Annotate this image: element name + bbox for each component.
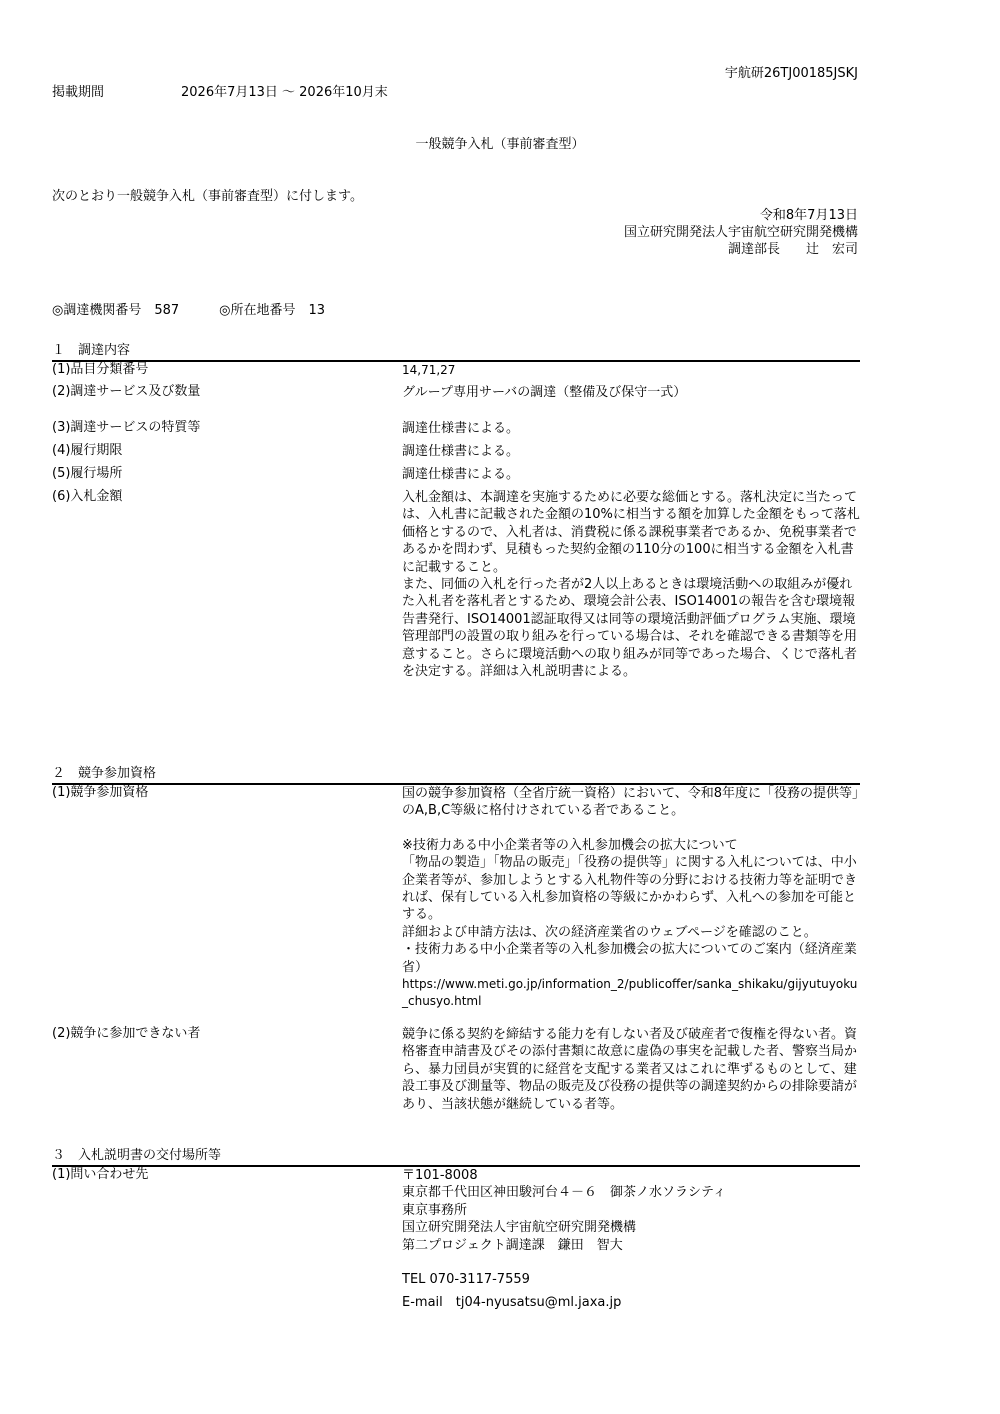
- section-3-heading: [52, 1148, 860, 1167]
- row-value-eligibility: [402, 785, 860, 1010]
- row-label-bid-amount: (6)入札金額: [52, 489, 123, 504]
- row-value-delivery-place: 調達仕様書による。: [402, 467, 520, 482]
- meti-link[interactable]: https://www.meti.go.jp/information_2/publicoffer/sanka_shikaku/gijyutuyoku_chusyo.html: [402, 977, 858, 1009]
- contact-office: 東京事務所: [402, 1202, 468, 1218]
- contact-email[interactable]: E-mail tj04-nyusatsu@ml.jaxa.jp: [402, 1295, 622, 1311]
- posting-period-label: 掲載期間: [52, 85, 105, 100]
- contact-address: 東京都千代田区神田駿河台４－６ 御茶ノ水ソラシティ: [402, 1185, 726, 1201]
- posting-period-value: 2026年7月13日 ～ 2026年10月末: [181, 85, 388, 100]
- sme-note-link-title: ・技術力ある中小企業者等の入札参加機会の拡大についてのご案内（経済産業省）: [402, 942, 857, 975]
- row-value-service-characteristics: 調達仕様書による。: [402, 421, 520, 436]
- row-value-service-quantity: グループ専用サーバの調達（整備及び保守一式）: [402, 385, 687, 400]
- document-title: 一般競争入札（事前審査型）: [415, 137, 585, 152]
- contact-department: 第二プロジェクト調達課 鎌田 智大: [402, 1237, 623, 1253]
- row-value-delivery-deadline: 調達仕様書による。: [402, 444, 520, 459]
- row-label-eligibility: (1)競争参加資格: [52, 785, 149, 800]
- sme-note-body: 「物品の製造」「物品の販売」「役務の提供等」に関する入札については、中小企業者等が、参加しようとする入札物件等の分野における技術力等を証明できれば、保有している入札参加資格の等級にかかわらず、入札への参加を可能とする。: [402, 855, 858, 923]
- row-value-ineligible: 競争に係る契約を締結する能力を有しない者及び破産者で復権を得ない者。資格審査申請書及びその添付書類に故意に虚偽の事実を記載した者、警察当局から、暴力団員が実質的に経営を支配する業者又はこれに準ずるものとして、建設工事及び測量等、物品の販売及び役務の提供等の調達契約からの排除要請があり、当該状態が継続している者等。: [402, 1027, 858, 1112]
- bid-amount-paragraph-2: また、同価の入札を行った者が2人以上あるときは環境活動への取組みが優れた入札者を落札者とするため、環境会計公表、ISO14001の報告を含む環境報告書発行、ISO14001認証取得又は同等の環境活動評価プログラム実施、環境管理部門の設置の取り組みを行っている場合は、それを確認できる書類等を用意すること。さらに環境活動への取り組みが同等であった場合、くじで落札者を決定する。詳細は入札説明書による。: [402, 577, 858, 680]
- official-name: 調達部長 辻 宏司: [727, 242, 858, 257]
- contact-organization: 国立研究開発法人宇宙航空研究開発機構: [402, 1220, 637, 1236]
- agency-number: ◎調達機関番号 587: [52, 303, 180, 318]
- sme-note-detail: 詳細および申請方法は、次の経済産業省のウェブページを確認のこと。: [402, 924, 817, 940]
- row-label-service-quantity: (2)調達サービス及び数量: [52, 384, 201, 399]
- section-1-heading: [52, 343, 860, 362]
- row-value-contact: [402, 1167, 860, 1312]
- section-2-title: ２ 競争参加資格: [52, 766, 157, 781]
- intro-text: 次のとおり一般競争入札（事前審査型）に付します。: [52, 189, 363, 204]
- eligibility-text: 国の競争参加資格（全省庁統一資格）において、令和8年度に「役務の提供等」のA,B,C等級に格付けされている者であること。: [402, 786, 859, 819]
- signature-block: [540, 207, 858, 258]
- bid-amount-paragraph-1: 入札金額は、本調達を実施するために必要な総価とする。落札決定に当たっては、入札書に記載された金額の10%に相当する額を加算した金額をもって落札価格とするので、入札者は、消費税に係る課税事業者であるか、免税事業者であるかを問わず、見積もった契約金額の110分の100に相当する金額を入札書に記載すること。: [402, 490, 860, 575]
- row-label-contact: (1)問い合わせ先: [52, 1167, 149, 1182]
- section-2-heading: [52, 766, 860, 785]
- row-label-delivery-place: (5)履行場所: [52, 466, 123, 481]
- row-label-item-class: (1)品目分類番号: [52, 362, 149, 377]
- location-number: ◎所在地番号 13: [219, 303, 326, 318]
- row-label-ineligible: (2)競争に参加できない者: [52, 1026, 201, 1041]
- row-value-bid-amount: [402, 489, 860, 680]
- row-label-service-characteristics: (3)調達サービスの特質等: [52, 420, 201, 435]
- agency-codes: [52, 303, 325, 319]
- row-value-item-class: 14,71,27: [402, 363, 456, 377]
- section-3-title: ３ 入札説明書の交付場所等: [52, 1148, 222, 1163]
- row-label-delivery-deadline: (4)履行期限: [52, 443, 123, 458]
- reference-number: 宇航研26TJ00185JSKJ: [724, 66, 858, 81]
- section-1-title: １ 調達内容: [52, 343, 131, 358]
- sme-note-title: ※技術力ある中小企業者等の入札参加機会の拡大について: [402, 837, 738, 853]
- contact-tel: TEL 070-3117-7559: [402, 1272, 530, 1288]
- contact-postal-code: 〒101-8008: [402, 1168, 478, 1183]
- notice-date: 令和8年7月13日: [759, 208, 858, 223]
- organization-name: 国立研究開発法人宇宙航空研究開発機構: [623, 225, 858, 240]
